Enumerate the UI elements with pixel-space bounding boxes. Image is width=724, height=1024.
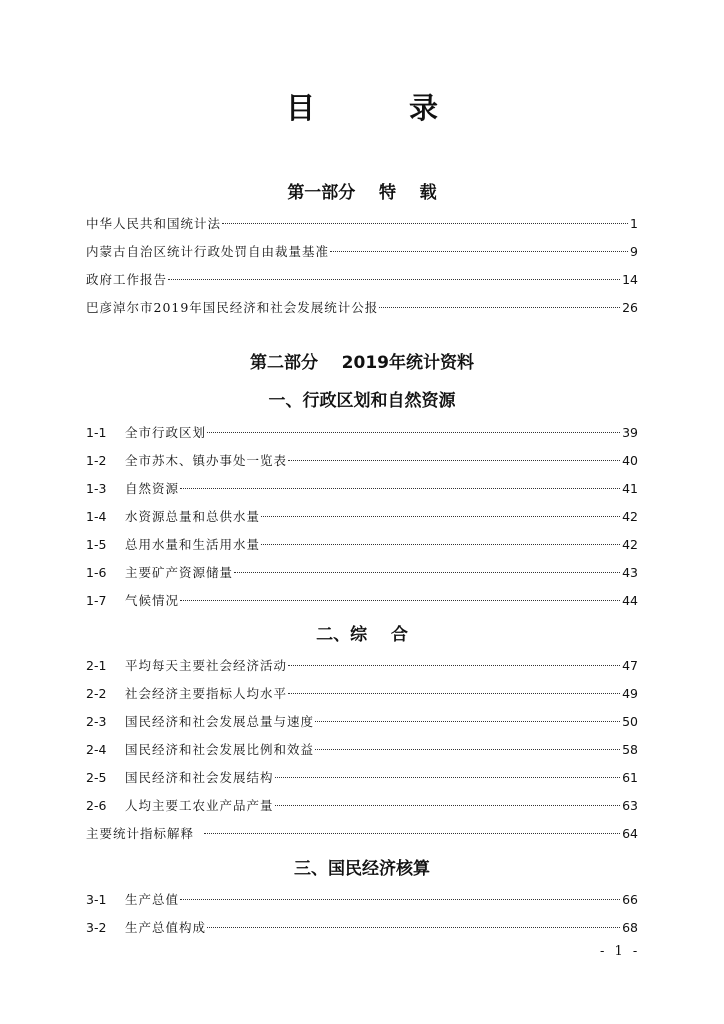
toc-entry[interactable]	[86, 740, 638, 760]
section-heading-1: 一、行政区划和自然资源	[268, 391, 456, 411]
dot-leader	[204, 833, 620, 834]
toc-entry-code: 3-1	[86, 892, 107, 907]
toc-entry-title: 中华人民共和国统计法	[86, 216, 222, 231]
toc-entry[interactable]	[86, 684, 638, 704]
toc-entry-title: 气候情况	[125, 593, 180, 608]
toc-entry-title: 水资源总量和总供水量	[125, 509, 261, 524]
toc-entry-code: 2-6	[86, 798, 107, 813]
section-heading-3: 三、国民经济核算	[294, 859, 430, 879]
toc-entry-page: 9	[630, 244, 638, 259]
dot-leader	[207, 432, 620, 433]
toc-entry-title: 国民经济和社会发展比例和效益	[125, 742, 315, 757]
toc-entry[interactable]	[86, 918, 638, 938]
dot-leader	[261, 516, 620, 517]
section-heading-2: 二、综 合	[316, 625, 408, 645]
toc-entry-page: 26	[622, 300, 638, 315]
dot-leader	[275, 805, 621, 806]
toc-entry-page: 64	[622, 826, 638, 841]
toc-entry[interactable]	[86, 479, 638, 499]
toc-entry-page: 63	[622, 798, 638, 813]
toc-entry-title: 生产总值构成	[125, 920, 207, 935]
toc-entry-page: 41	[622, 481, 638, 496]
toc-entry[interactable]	[86, 712, 638, 732]
dot-leader	[261, 544, 620, 545]
dot-leader	[180, 899, 620, 900]
toc-entry-code: 1-7	[86, 593, 107, 608]
part-heading-1: 第一部分 特 载	[287, 183, 437, 203]
toc-entry-title: 巴彦淖尔市2019年国民经济和社会发展统计公报	[86, 300, 379, 315]
toc-entry-code: 2-4	[86, 742, 107, 757]
dot-leader	[288, 665, 620, 666]
toc-entry-page: 42	[622, 537, 638, 552]
toc-entry-page: 58	[622, 742, 638, 757]
dot-leader	[330, 251, 628, 252]
toc-entry-title: 全市行政区划	[125, 425, 207, 440]
toc-entry-title: 内蒙古自治区统计行政处罚自由裁量基准	[86, 244, 330, 259]
dot-leader	[168, 279, 620, 280]
toc-entry-title: 社会经济主要指标人均水平	[125, 686, 288, 701]
footer-page-number: - 1 -	[600, 944, 641, 959]
toc-entry-code: 1-2	[86, 453, 107, 468]
toc-entry-page: 1	[630, 216, 638, 231]
toc-entry-title: 国民经济和社会发展结构	[125, 770, 274, 785]
toc-entry-title: 全市苏木、镇办事处一览表	[125, 453, 288, 468]
dot-leader	[315, 749, 620, 750]
toc-entry-page: 14	[622, 272, 638, 287]
toc-entry[interactable]	[86, 824, 638, 844]
toc-entry-page: 40	[622, 453, 638, 468]
dot-leader	[180, 600, 620, 601]
toc-entry[interactable]	[86, 298, 638, 318]
dot-leader	[234, 572, 620, 573]
toc-entry-page: 50	[622, 714, 638, 729]
toc-entry[interactable]	[86, 796, 638, 816]
toc-entry[interactable]	[86, 768, 638, 788]
toc-entry-code: 1-4	[86, 509, 107, 524]
dot-leader	[275, 777, 621, 778]
toc-entry-page: 66	[622, 892, 638, 907]
toc-entry-code: 1-1	[86, 425, 107, 440]
toc-entry[interactable]	[86, 451, 638, 471]
toc-entry-code: 3-2	[86, 920, 107, 935]
page-title: 目 录	[285, 91, 481, 125]
toc-entry-code: 1-5	[86, 537, 107, 552]
toc-entry-title: 主要矿产资源储量	[125, 565, 234, 580]
toc-entry[interactable]	[86, 270, 638, 290]
toc-entry-title: 生产总值	[125, 892, 180, 907]
toc-entry-title: 平均每天主要社会经济活动	[125, 658, 288, 673]
toc-entry[interactable]	[86, 563, 638, 583]
toc-entry-page: 47	[622, 658, 638, 673]
toc-entry[interactable]	[86, 535, 638, 555]
toc-entry-code: 2-1	[86, 658, 107, 673]
dot-leader	[315, 721, 620, 722]
toc-entry-title: 人均主要工农业产品产量	[125, 798, 274, 813]
dot-leader	[222, 223, 628, 224]
toc-entry-title: 总用水量和生活用水量	[125, 537, 261, 552]
dot-leader	[379, 307, 620, 308]
toc-entry[interactable]	[86, 214, 638, 234]
toc-entry-code: 2-2	[86, 686, 107, 701]
toc-entry-code: 2-3	[86, 714, 107, 729]
dot-leader	[288, 693, 620, 694]
toc-entry-title: 主要统计指标解释	[86, 826, 195, 841]
toc-entry[interactable]	[86, 591, 638, 611]
toc-entry[interactable]	[86, 242, 638, 262]
toc-entry[interactable]	[86, 507, 638, 527]
dot-leader	[288, 460, 620, 461]
part-heading-2: 第二部分 2019年统计资料	[250, 353, 474, 373]
toc-entry-page: 49	[622, 686, 638, 701]
dot-leader	[180, 488, 620, 489]
toc-entry[interactable]	[86, 656, 638, 676]
toc-entry-page: 68	[622, 920, 638, 935]
toc-entry-code: 1-6	[86, 565, 107, 580]
dot-leader	[207, 927, 620, 928]
toc-entry[interactable]	[86, 423, 638, 443]
toc-entry[interactable]	[86, 890, 638, 910]
toc-entry-title: 国民经济和社会发展总量与速度	[125, 714, 315, 729]
toc-entry-code: 2-5	[86, 770, 107, 785]
toc-entry-page: 43	[622, 565, 638, 580]
toc-entry-title: 政府工作报告	[86, 272, 168, 287]
toc-entry-page: 39	[622, 425, 638, 440]
toc-entry-page: 42	[622, 509, 638, 524]
toc-entry-title: 自然资源	[125, 481, 180, 496]
toc-entry-code: 1-3	[86, 481, 107, 496]
toc-entry-page: 44	[622, 593, 638, 608]
toc-entry-page: 61	[622, 770, 638, 785]
